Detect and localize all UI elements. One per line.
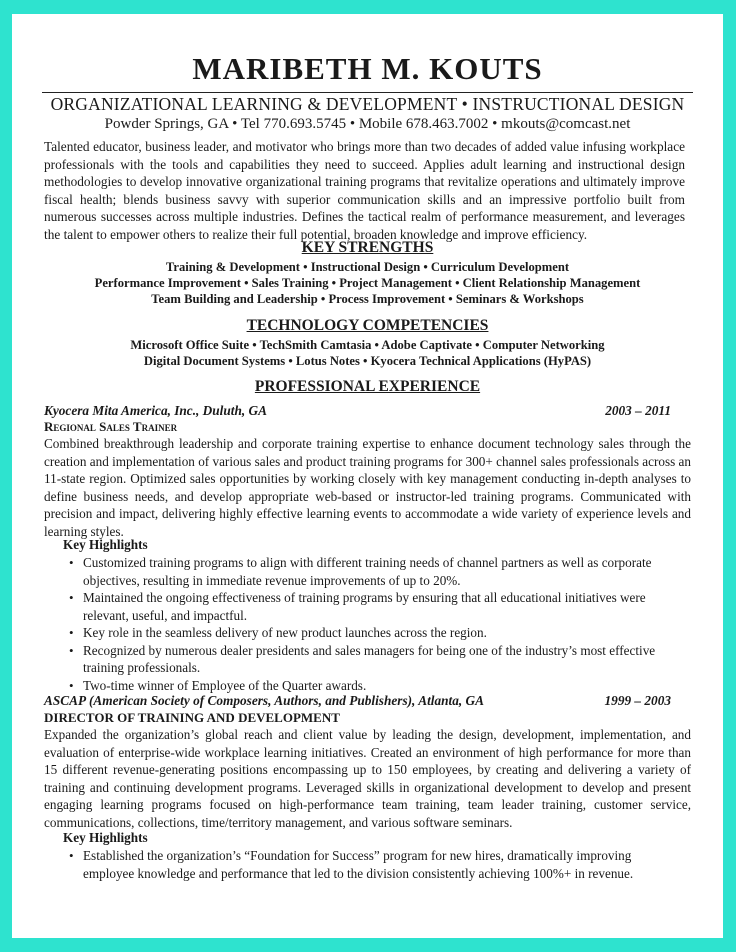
key-highlights-label: Key Highlights <box>63 830 148 845</box>
experience-heading: PROFESSIONAL EXPERIENCE <box>254 378 481 395</box>
job-header <box>44 402 671 419</box>
technology-heading: TECHNOLOGY COMPETENCIES <box>246 317 489 334</box>
bullet-icon: • <box>69 642 74 658</box>
job-company: ASCAP (American Society of Composers, Authors, and Publishers), Atlanta, GA <box>44 693 484 708</box>
bullet-icon: • <box>69 590 74 605</box>
key-highlights-label: Key Highlights <box>63 537 148 552</box>
highlights-list <box>67 554 677 694</box>
resume-page <box>12 14 723 938</box>
job-description: Combined breakthrough leadership and corporate training expertise to enhance document technology sales through the creation and implementation of various sales and product training programs for 300+ channel sales professionals across an 11-state region. Optimized sales opportunities by working closely with key management conducting in-depth analyses to define business needs, and develop appropriate web-based or instructor-led training programs. Communicated with precision and impact, delivering highly effective learning events to accommodate a wide variety of experience levels and learning styles. <box>44 436 691 539</box>
bullet-icon: • <box>69 677 74 693</box>
job-dates: 2003 – 2011 <box>605 403 671 418</box>
list-item: • Key role in the seamless delivery of new product launches across the region. <box>69 625 487 640</box>
highlights-list <box>67 847 677 882</box>
job-dates: 1999 – 2003 <box>604 693 671 708</box>
key-strengths-line: Team Building and Leadership • Process Improvement • Seminars & Workshops <box>151 292 584 306</box>
job-role: DIRECTOR OF TRAINING AND DEVELOPMENT <box>44 710 340 725</box>
profile-summary: Talented educator, business leader, and motivator who brings more than two decades of added value infusing workplace professionals with the tools and capabilities they need to succeed. Applies adult learning and instructional design methodologies to develop innovative organizational training programs that revitalize operations and ultimately improve fiscal health; blends business savvy with superior communication skills and an impressive portfolio built from numerous successes across multiple industries. Defines the tactical realm of performance measurement, and leverages the talent to empower others to realize their full potential, broaden knowledge and improve efficiency. <box>44 139 685 242</box>
job-header <box>44 692 671 709</box>
list-item: • Two-time winner of Employee of the Quarter awards. <box>69 677 367 693</box>
key-strengths-heading: KEY STRENGTHS <box>301 239 434 256</box>
key-strengths-list <box>32 259 703 307</box>
key-strengths-line: Performance Improvement • Sales Training • Project Management • Client Relationship Management <box>94 276 641 290</box>
technology-line: Microsoft Office Suite • TechSmith Camtasia • Adobe Captivate • Computer Networking <box>130 338 605 352</box>
contact-line: Powder Springs, GA • Tel 770.693.5745 • Mobile 678.463.7002 • mkouts@comcast.net <box>104 116 631 132</box>
key-strengths-line: Training & Development • Instructional Design • Curriculum Development <box>165 260 570 274</box>
list-item: • Established the organization’s “Foundation for Success” program for new hires, dramatically improving employee knowledge and performance that led to the division consistently achieving 100%+ in revenue. <box>69 848 634 881</box>
technology-line: Digital Document Systems • Lotus Notes • Kyocera Technical Applications (HyPAS) <box>143 354 592 368</box>
candidate-name: MARIBETH M. KOUTS <box>192 51 543 86</box>
technology-list <box>32 337 703 369</box>
list-item: • Customized training programs to align with different training needs of channel partners as well as corporate objectives, resulting in immediate revenue improvements of up to 20%. <box>69 555 652 588</box>
professional-title: ORGANIZATIONAL LEARNING & DEVELOPMENT • INSTRUCTIONAL DESIGN <box>50 94 685 114</box>
bullet-icon: • <box>69 555 74 570</box>
list-item: • Recognized by numerous dealer presidents and sales managers for being one of the industry’s most effective training professionals. <box>69 642 656 675</box>
list-item: • Maintained the ongoing effectiveness of training programs by ensuring that all educational initiatives were relevant, useful, and impactful. <box>69 590 646 623</box>
job-company: Kyocera Mita America, Inc., Duluth, GA <box>44 403 267 418</box>
job-role: Regional Sales Trainer <box>44 419 178 434</box>
job-description: Expanded the organization’s global reach and client value by leading the design, development, implementation, and evaluation of enterprise-wide workplace learning initiatives. Created an environment of high performance for more than 15 different revenue-generating positions encompassing up to 150 employees, by creating and delivering a variety of training and continuing development programs. Leveraged skills in organizational development to develop and present engaging learning programs focused on high-performance team training, team leader training, customer service, communications, collections, time/territory management, and various software seminars. <box>44 727 691 830</box>
bullet-icon: • <box>69 625 74 640</box>
bullet-icon: • <box>69 848 74 863</box>
